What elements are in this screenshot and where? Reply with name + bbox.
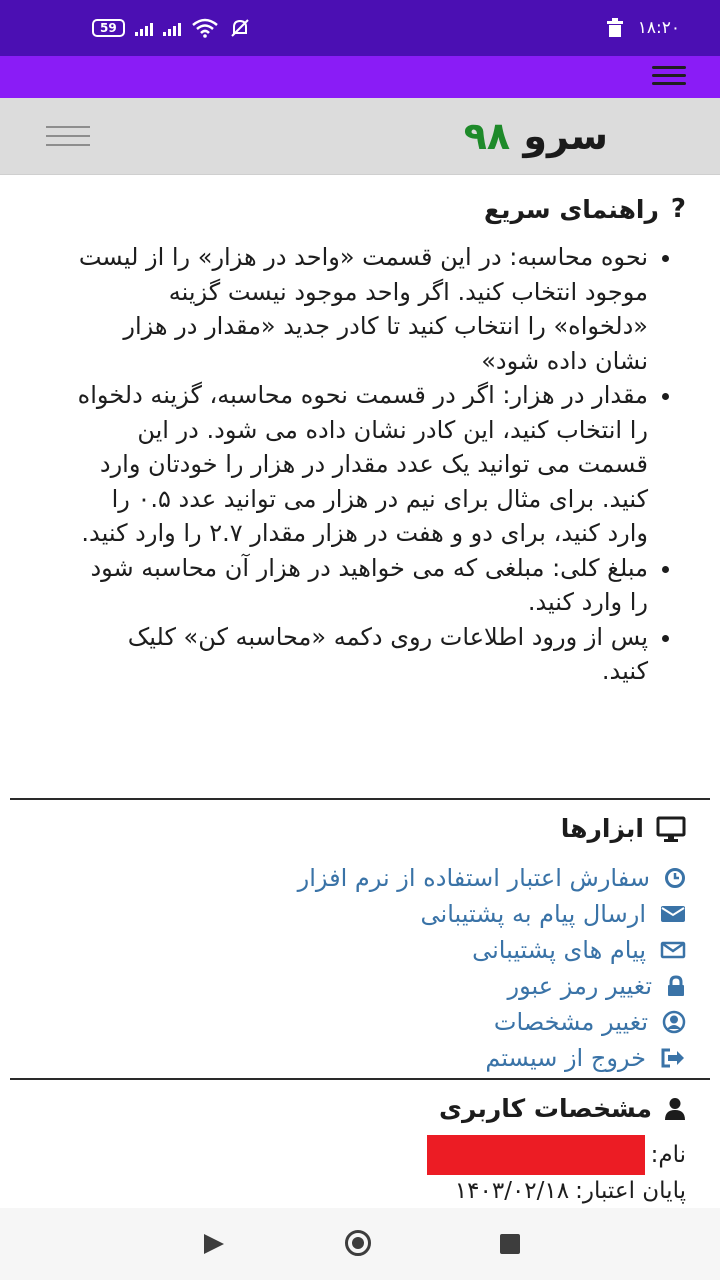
user-info-heading xyxy=(439,1094,686,1123)
logo-number: ۹۸ xyxy=(463,114,511,158)
tools-list xyxy=(86,860,686,1076)
tool-link-label: پیام های پشتیبانی xyxy=(472,936,646,964)
site-header xyxy=(0,98,720,175)
expiry-label: پایان اعتبار: xyxy=(575,1178,686,1204)
tool-link-label: ارسال پیام به پشتیبانی xyxy=(420,900,646,928)
app-menu-button[interactable] xyxy=(652,66,686,86)
order-credit-link[interactable] xyxy=(86,860,686,896)
clock-icon xyxy=(664,867,686,889)
tool-link-label: تغییر رمز عبور xyxy=(507,972,652,1000)
signal-icon-2 xyxy=(163,20,181,36)
clock-time: ۱۸:۲۰ xyxy=(637,18,680,38)
user-circle-icon xyxy=(662,1010,686,1034)
user-icon xyxy=(664,1097,686,1121)
sign-out-icon xyxy=(660,1047,686,1069)
redacted-name xyxy=(427,1135,645,1175)
system-navigation-bar xyxy=(0,1208,720,1280)
quick-guide-list xyxy=(76,240,680,689)
logo-word: سرو xyxy=(523,114,608,158)
site-logo[interactable] xyxy=(464,114,608,158)
divider xyxy=(10,798,710,800)
guide-item: • مبلغ کلی: مبلغی که می خواهید در هزار آن محاسبه شود را وارد کنید. xyxy=(76,551,648,620)
toggle-line xyxy=(46,144,90,146)
status-bar xyxy=(0,0,720,56)
bell-muted-icon xyxy=(229,17,251,39)
guide-item: • نحوه محاسبه: در این قسمت «واحد در هزار» را از لیست موجود انتخاب کنید. اگر واحد موجود نیست گزینه «دلخواه» را انتخاب کنید تا کادر جدید «مقدار در هزار نشان داده شود» xyxy=(76,240,648,378)
change-password-link[interactable] xyxy=(86,968,686,1004)
guide-item: • پس از ورود اطلاعات روی دکمه «محاسبه کن» کلیک کنید. xyxy=(76,620,648,689)
send-support-message-link[interactable] xyxy=(86,896,686,932)
battery-indicator: 59 xyxy=(92,19,125,37)
guide-item: • مقدار در هزار: اگر در قسمت نحوه محاسبه، گزینه دلخواه را انتخاب کنید، این کادر نشان داده می شود. در این قسمت می توانید یک عدد مقدار در هزار را خودتان وارد کنید. برای مثال برای نیم در هزار می توانید عدد ۰.۵ را وارد کنید، برای دو و هفت در هزار مقدار ۲.۷ را وارد کنید. xyxy=(76,378,648,551)
monitor-icon xyxy=(656,816,686,842)
edit-profile-link[interactable] xyxy=(86,1004,686,1040)
toggle-line xyxy=(46,126,90,128)
app-bar xyxy=(0,56,720,98)
user-info-title: مشخصات کاربری xyxy=(439,1094,652,1123)
envelope-outline-icon xyxy=(660,940,686,960)
menu-line xyxy=(652,74,686,77)
expiry-field xyxy=(455,1178,686,1204)
recent-apps-button[interactable] xyxy=(500,1234,520,1254)
quick-guide-heading xyxy=(484,194,686,224)
home-button[interactable] xyxy=(345,1230,371,1256)
tool-link-label: سفارش اعتبار استفاده از نرم افزار xyxy=(297,864,650,892)
toggle-line xyxy=(46,135,90,137)
tool-link-label: تغییر مشخصات xyxy=(493,1008,648,1036)
user-name-field xyxy=(427,1135,686,1175)
quick-guide-title: راهنمای سریع xyxy=(484,194,659,224)
main-content xyxy=(0,174,720,1208)
tools-title: ابزارها xyxy=(560,814,644,843)
logout-link[interactable] xyxy=(86,1040,686,1076)
trash-icon xyxy=(606,18,624,38)
divider xyxy=(10,1078,710,1080)
expiry-value: ۱۴۰۳/۰۲/۱۸ xyxy=(454,1178,570,1204)
lock-icon xyxy=(666,975,686,997)
status-icons-right xyxy=(606,14,680,42)
support-messages-link[interactable] xyxy=(86,932,686,968)
name-label: نام: xyxy=(650,1142,686,1168)
menu-line xyxy=(652,82,686,85)
navbar-toggle-button[interactable] xyxy=(46,124,90,148)
wifi-icon xyxy=(191,18,219,38)
back-button[interactable] xyxy=(204,1234,224,1254)
menu-line xyxy=(652,66,686,69)
question-icon: ? xyxy=(670,194,686,224)
envelope-filled-icon xyxy=(660,904,686,924)
tools-heading xyxy=(561,814,686,843)
signal-icon xyxy=(135,20,153,36)
tool-link-label: خروج از سیستم xyxy=(485,1044,646,1072)
status-icons-left xyxy=(92,14,251,42)
